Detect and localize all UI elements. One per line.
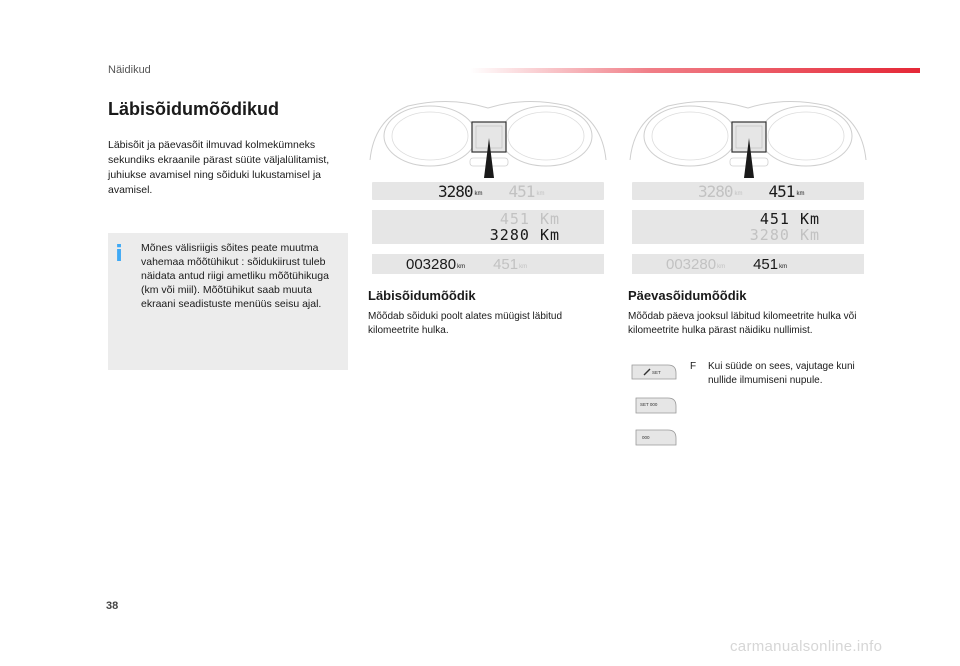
display-total-unit: Km: [539, 226, 560, 244]
display-total-value: 3280: [698, 181, 733, 201]
display-trip-value: 451: [493, 255, 519, 273]
display-total-row: [750, 227, 820, 243]
display-trip-value: 451: [759, 210, 790, 228]
display-total-unit: Km: [799, 226, 820, 244]
display-trip-unit: Km: [799, 210, 820, 228]
header-accent-line: [470, 68, 920, 73]
trip-meter-title: Päevasõidumõõdik: [628, 288, 747, 303]
display-total-full-unit: km: [717, 264, 726, 270]
set-000-button-label: SET 000: [640, 402, 658, 407]
info-text: Mõnes välisriigis sõites peate muutma vahemaa mõõtühikut : sõidukiirust tuleb näidata antud riigi ametliku mõõtühikuga (km või miil). Mõõtühikut saab muuta ekraani seadistuste menüüs seisu ajal.: [141, 242, 329, 310]
display-trip-value: 451: [768, 181, 795, 201]
display-trip-unit: Km: [539, 210, 560, 228]
display-total-row: [490, 227, 560, 243]
info-box: [108, 233, 348, 370]
display-trip-row: [500, 211, 560, 227]
watermark: carmanualsonline.info: [730, 638, 883, 655]
zero-button-label: 000: [642, 435, 650, 440]
display-trip-stacked: [632, 210, 864, 244]
odometer-title: Läbisõidumõõdik: [368, 288, 476, 303]
section-label: Näidikud: [108, 64, 151, 76]
instrument-cluster-illustration-trip: [628, 98, 868, 180]
display-total-value: 3280: [749, 226, 790, 244]
display-total-value: 3280: [438, 181, 473, 201]
intro-paragraph: Läbisõit ja päevasõit ilmuvad kolmekümneks sekundiks ekraanile pärast süüte väljalülitamist, juhiukse avamisel ning sõiduki lukustamisel ja avamisel.: [108, 139, 330, 196]
set-000-button-illustration: [634, 396, 678, 416]
trip-meter-text: Mõõdab päeva jooksul läbitud kilomeetrite hulka või kilomeetrite hulka pärast näidiku nullimist.: [628, 311, 857, 336]
bullet-text: Kui süüde on sees, vajutage kuni nullide ilmumiseni nupule.: [708, 361, 855, 386]
display-odometer-full: [372, 254, 604, 274]
display-trip-unit: km: [536, 191, 545, 197]
set-button-label: SET: [652, 370, 661, 375]
info-icon: i: [115, 242, 123, 267]
display-trip-unit: km: [796, 191, 805, 197]
display-trip-value: 451: [753, 255, 779, 273]
display-trip-highlight: [632, 182, 864, 200]
page-title: Läbisõidumõõdikud: [108, 99, 279, 119]
display-trip-value: 451: [499, 210, 530, 228]
odometer-text: Mõõdab sõiduki poolt alates müügist läbitud kilomeetrite hulka.: [368, 311, 563, 336]
zero-button-illustration: [634, 428, 678, 448]
display-total-unit: km: [734, 191, 743, 197]
display-trip-unit: km: [779, 264, 788, 270]
display-total-value: 3280: [489, 226, 530, 244]
display-odometer-stacked: [372, 210, 604, 244]
display-trip-full: [632, 254, 864, 274]
display-total-full-value: 003280: [406, 255, 457, 273]
display-trip-unit: km: [519, 264, 528, 270]
page-number: 38: [106, 600, 119, 612]
display-total-unit: km: [474, 191, 483, 197]
bullet-symbol: F: [690, 361, 697, 372]
display-trip-row: [760, 211, 820, 227]
instrument-cluster-illustration-odometer: [368, 98, 608, 180]
display-total-full-unit: km: [457, 264, 466, 270]
display-trip-value: 451: [508, 181, 535, 201]
display-odometer-highlight: [372, 182, 604, 200]
display-total-full-value: 003280: [666, 255, 717, 273]
set-button-illustration: [630, 361, 678, 383]
